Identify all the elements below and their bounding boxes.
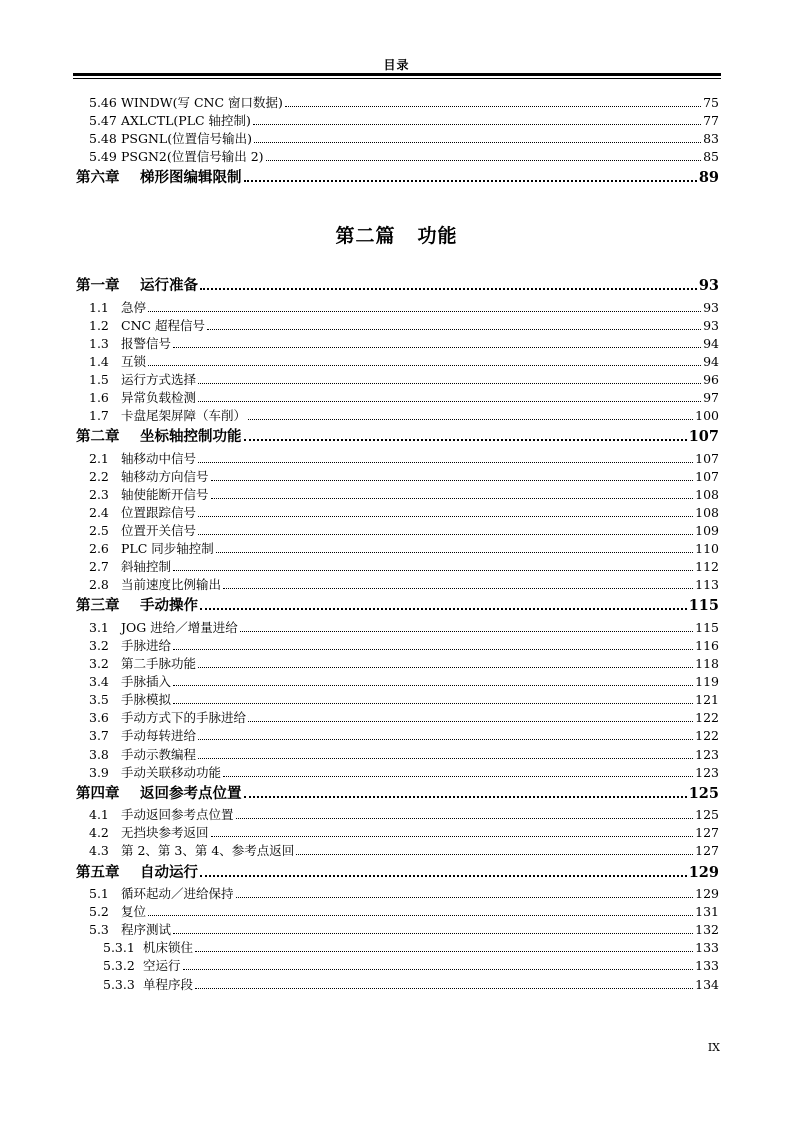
toc-dot-leader [200,874,687,877]
header-rule-thick [73,73,721,76]
toc-entry-number: 2.4 [89,504,109,520]
toc-entry-label: 轴使能断开信号 [121,486,209,502]
toc-section-entry[interactable] [76,130,719,148]
toc-entry-page: 85 [703,149,719,165]
toc-entry-page: 131 [695,904,719,920]
toc-entry-page: 108 [695,504,719,520]
toc-entry-page: 134 [695,976,719,992]
toc-section-entry[interactable] [76,976,719,994]
toc-entry-label: 运行方式选择 [121,371,197,387]
toc-entry-page: 89 [698,169,719,187]
toc-entry-label: 急停 [121,299,147,315]
toc-dot-leader [223,775,693,777]
toc-entry-page: 75 [703,95,719,110]
toc-dot-leader [198,666,693,668]
toc-dot-leader [195,950,693,952]
toc-entry-label: 单程序段 [143,976,194,992]
toc-dot-leader [223,587,693,589]
header-rule-thin [73,78,721,79]
toc-entry-label: 手脉模拟 [121,692,172,708]
toc-section-entry[interactable] [76,727,719,745]
toc-dot-leader [266,159,702,161]
toc-section-entry[interactable] [76,540,719,558]
toc-entry-page: 132 [695,922,719,938]
toc-entry-page: 107 [695,450,719,466]
toc-entry-number: 3.5 [89,692,109,708]
toc-entry-page: 127 [695,825,719,841]
toc-entry-number: 第三章 [76,598,120,615]
toc-entry-label: 手动每转进给 [121,728,197,744]
toc-entry-number: 5.49 [89,149,117,165]
toc-entry-label: 位置开关信号 [121,523,197,539]
toc-entry-label: PSGN2(位置信号输出 2) [121,149,264,165]
toc-section-entry[interactable] [76,522,719,540]
toc-dot-leader [173,932,693,934]
toc-entry-label: 异常负载检测 [121,389,197,405]
toc-section-entry[interactable] [76,957,719,975]
toc-entry-page: 107 [695,468,719,484]
toc-entry-number: 5.3.2 [103,958,135,974]
toc-list-top [76,94,719,191]
toc-dot-leader [173,648,693,650]
toc-entry-number: 2.2 [89,468,109,484]
toc-entry-label: 自动运行 [140,864,198,881]
toc-chapter-entry[interactable] [76,861,719,886]
toc-dot-leader [183,968,694,970]
toc-entry-number: 3.2 [89,656,109,672]
toc-entry-number: 5.47 [89,113,117,129]
toc-section-entry[interactable] [76,371,719,389]
part-heading [0,221,793,248]
toc-entry-number: 3.8 [89,746,109,762]
toc-entry-page: 107 [688,428,719,446]
toc-section-entry[interactable] [76,709,719,727]
toc-chapter-entry[interactable] [76,166,719,191]
toc-entry-number: 4.1 [89,807,109,823]
toc-entry-number: 3.9 [89,764,109,780]
toc-section-entry[interactable] [76,558,719,576]
toc-section-entry[interactable] [76,407,719,425]
toc-entry-label: CNC 超程信号 [121,317,206,333]
toc-entry-label: 报警信号 [121,335,172,351]
toc-section-entry[interactable] [76,112,719,130]
toc-entry-label: 循环起动／进给保持 [121,886,234,902]
toc-dot-leader [211,835,694,837]
toc-entry-page: 122 [695,728,719,744]
toc-entry-label: 机床锁住 [143,940,194,956]
toc-dot-leader [216,551,693,553]
toc-entry-number: 5.3.1 [103,940,135,956]
toc-entry-label: AXLCTL(PLC 轴控制) [121,113,251,129]
toc-dot-leader [200,287,697,290]
toc-dot-leader [211,479,694,481]
toc-entry-page: 116 [695,638,719,653]
toc-entry-page: 125 [695,807,719,823]
toc-dot-leader [173,684,693,686]
toc-entry-page: 94 [703,353,719,369]
toc-dot-leader [148,364,701,366]
toc-entry-page: 115 [695,619,719,635]
toc-entry-number: 3.1 [89,619,109,635]
toc-entry-page: 123 [695,764,719,780]
toc-dot-leader [198,515,693,517]
toc-entry-number: 1.1 [89,299,109,315]
toc-entry-label: 返回参考点位置 [140,785,242,802]
toc-chapter-entry[interactable] [76,594,719,619]
toc-dot-leader [244,179,697,182]
toc-entry-label: PLC 同步轴控制 [121,541,214,557]
toc-entry-label: 互锁 [121,353,147,369]
toc-entry-label: PSGNL(位置信号输出) [121,131,252,147]
toc-dot-leader [211,497,694,499]
toc-entry-number: 第六章 [76,170,120,187]
toc-entry-page: 129 [695,886,719,902]
toc-entry-label: 程序测试 [121,922,172,938]
toc-entry-page: 110 [695,541,719,557]
toc-dot-leader [253,123,701,125]
toc-entry-page: 129 [688,863,719,881]
toc-entry-label: JOG 进给／增量进给 [121,619,238,635]
toc-entry-number: 1.4 [89,353,109,369]
toc-dot-leader [248,720,693,722]
toc-entry-label: 手动操作 [140,598,198,615]
toc-entry-page: 77 [703,113,719,129]
toc-section-entry[interactable] [76,335,719,353]
toc-entry-number: 第五章 [76,864,120,881]
toc-entry-number: 4.3 [89,843,109,859]
toc-entry-page: 83 [703,131,719,147]
toc-entry-label: 轴移动方向信号 [121,468,209,484]
toc-entry-page: 108 [695,486,719,502]
toc-entry-number: 2.6 [89,541,109,557]
toc-chapter-entry[interactable] [76,425,719,450]
toc-section-entry[interactable] [76,486,719,504]
toc-entry-number: 第四章 [76,785,120,802]
toc-entry-number: 第二章 [76,429,120,446]
toc-entry-page: 119 [695,674,719,690]
toc-section-entry[interactable] [76,885,719,903]
toc-section-entry[interactable] [76,939,719,957]
toc-entry-page: 112 [695,559,719,575]
toc-entry-label: 无挡块参考返回 [121,825,209,841]
toc-dot-leader [296,853,693,855]
toc-entry-number: 3.4 [89,674,109,690]
toc-entry-number: 5.1 [89,886,109,902]
toc-dot-leader [236,896,694,898]
toc-entry-number: 4.2 [89,825,109,841]
toc-dot-leader [198,461,693,463]
toc-entry-number: 5.3 [89,922,109,938]
toc-entry-label: 手动示教编程 [121,746,197,762]
toc-entry-page: 93 [703,299,719,315]
toc-section-entry[interactable] [76,468,719,486]
toc-entry-number: 1.3 [89,335,109,351]
toc-entry-label: 手脉进给 [121,638,172,653]
toc-entry-number: 3.7 [89,728,109,744]
toc-entry-label: 斜轴控制 [121,559,172,575]
toc-entry-label: 坐标轴控制功能 [140,429,242,446]
toc-entry-page: 125 [688,784,719,802]
toc-entry-page: 96 [703,371,719,387]
toc-dot-leader [244,795,687,798]
toc-dot-leader [148,310,701,312]
toc-chapter-entry[interactable] [76,782,719,807]
page-number: IX [707,1041,720,1054]
toc-entry-page: 100 [695,408,719,424]
toc-section-entry[interactable] [76,673,719,691]
toc-entry-number: 1.6 [89,389,109,405]
toc-entry-number: 1.7 [89,408,109,424]
toc-entry-label: 位置跟踪信号 [121,504,197,520]
toc-dot-leader [148,914,693,916]
toc-entry-number: 2.8 [89,577,109,593]
toc-entry-number: 2.7 [89,559,109,575]
toc-entry-number: 1.2 [89,317,109,333]
toc-dot-leader [244,438,687,441]
toc-dot-leader [198,533,693,535]
toc-entry-page: 115 [688,597,719,615]
toc-entry-page: 93 [698,277,719,294]
toc-entry-label: 轴移动中信号 [121,450,197,466]
toc-entry-label: WINDW(写 CNC 窗口数据) [121,95,283,110]
toc-section-entry[interactable] [76,921,719,939]
toc-section-entry[interactable] [76,691,719,709]
toc-dot-leader [254,141,701,143]
toc-dot-leader [248,418,693,420]
toc-dot-leader [200,607,687,610]
toc-entry-label: 第二手脉功能 [121,656,197,672]
toc-section-entry[interactable] [76,504,719,522]
toc-section-entry[interactable] [76,806,719,824]
toc-entry-number: 第一章 [76,278,120,294]
toc-dot-leader [198,400,701,402]
part-title: 功能 [417,225,458,247]
toc-entry-label: 复位 [121,904,147,920]
toc-entry-page: 121 [695,692,719,708]
toc-entry-label: 卡盘尾架屏障（车削） [121,408,247,424]
toc-entry-number: 5.3.3 [103,976,135,992]
toc-entry-number: 3.6 [89,710,109,726]
toc-section-entry[interactable] [76,148,719,166]
toc-entry-label: 运行准备 [140,278,198,294]
toc-dot-leader [198,757,693,759]
toc-entry-number: 2.5 [89,523,109,539]
toc-dot-leader [198,738,693,740]
toc-entry-number: 5.48 [89,131,117,147]
toc-dot-leader [173,569,693,571]
toc-section-entry[interactable] [76,299,719,317]
toc-section-entry[interactable] [76,824,719,842]
toc-entry-label: 第 2、第 3、第 4、参考点返回 [121,843,295,859]
toc-section-entry[interactable] [76,903,719,921]
toc-dot-leader [173,346,701,348]
toc-entry-page: 122 [695,710,719,726]
toc-entry-number: 3.2 [89,638,109,653]
header-title: 目录 [383,58,410,72]
toc-dot-leader [240,630,693,632]
toc-section-entry[interactable] [76,746,719,764]
toc-dot-leader [236,817,694,819]
toc-entry-page: 93 [703,317,719,333]
toc-section-entry[interactable] [76,619,719,637]
toc-dot-leader [195,987,693,989]
toc-entry-page: 133 [695,940,719,956]
toc-entry-number: 1.5 [89,371,109,387]
toc-dot-leader [173,702,693,704]
toc-entry-page: 127 [695,843,719,859]
toc-entry-label: 手动方式下的手脉进给 [121,710,247,726]
toc-dot-leader [285,105,701,107]
toc-entry-label: 当前速度比例输出 [121,577,222,593]
toc-entry-label: 手动关联移动功能 [121,764,222,780]
toc-entry-page: 113 [695,577,719,593]
toc-entry-number: 2.3 [89,486,109,502]
toc-section-entry[interactable] [76,317,719,335]
toc-entry-number: 5.2 [89,904,109,920]
toc-dot-leader [207,328,701,330]
toc-entry-label: 梯形图编辑限制 [140,170,242,187]
toc-entry-page: 97 [703,389,719,405]
toc-dot-leader [198,382,701,384]
part-number: 第二篇 [335,225,396,247]
toc-section-entry[interactable] [76,94,719,112]
toc-entry-label: 手脉插入 [121,674,172,690]
toc-entry-page: 123 [695,746,719,762]
toc-section-entry[interactable] [76,637,719,655]
toc-chapter-entry[interactable] [76,274,719,299]
toc-list-part2 [76,274,719,994]
toc-entry-number: 2.1 [89,450,109,466]
toc-section-entry[interactable] [76,764,719,782]
toc-section-entry[interactable] [76,842,719,860]
toc-section-entry[interactable] [76,450,719,468]
toc-entry-page: 109 [695,523,719,539]
toc-entry-page: 94 [703,335,719,351]
toc-entry-page: 118 [695,656,719,672]
toc-section-entry[interactable] [76,353,719,371]
toc-entry-label: 手动返回参考点位置 [121,807,234,823]
toc-entry-page: 133 [695,958,719,974]
toc-entry-label: 空运行 [143,958,181,974]
toc-entry-number: 5.46 [89,95,117,110]
toc-section-entry[interactable] [76,576,719,594]
toc-section-entry[interactable] [76,655,719,673]
toc-section-entry[interactable] [76,389,719,407]
